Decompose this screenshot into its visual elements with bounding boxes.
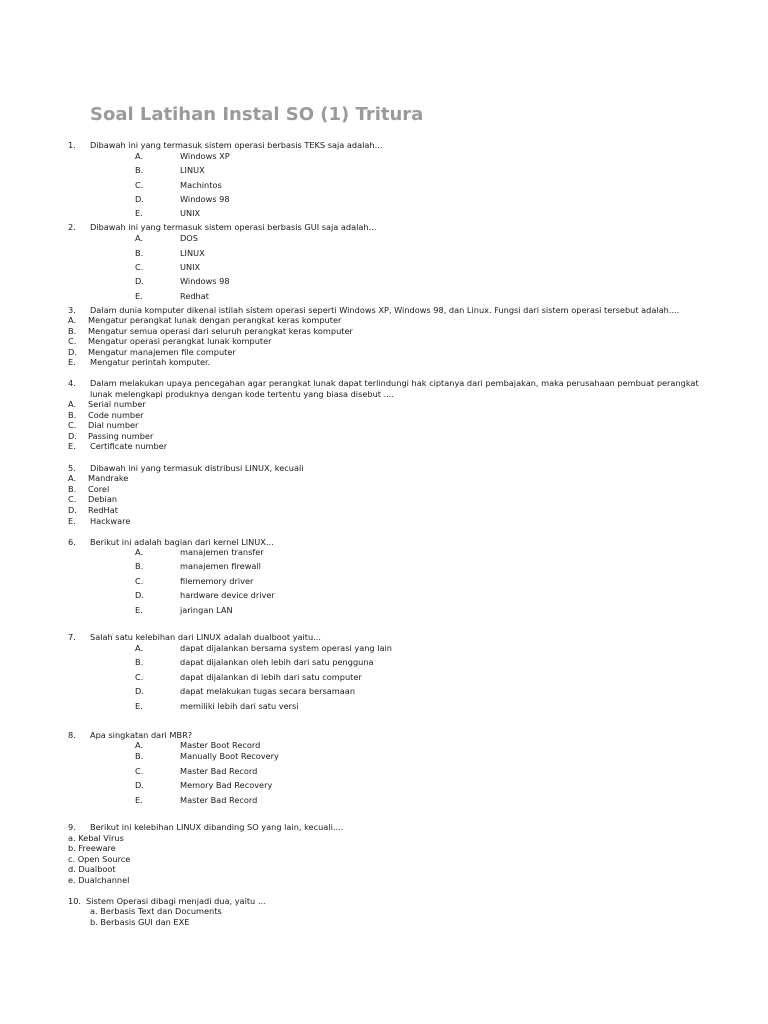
option-letter: A. (135, 151, 144, 161)
option-letter: B. (135, 248, 144, 258)
option-text: Master Boot Record (180, 740, 261, 750)
option-letter: B. (135, 751, 144, 761)
option-letter: E. (68, 357, 76, 367)
question-text: Sistem Operasi dibagi menjadi dua, yaitu ... (86, 896, 266, 906)
option-text: dapat dijalankan oleh lebih dari satu pengguna (180, 657, 374, 667)
option-letter: A. (135, 740, 144, 750)
question-text-continued: lunak melengkapi produknya dengan kode tertentu yang biasa disebut .... (90, 389, 394, 399)
option-letter: D. (135, 686, 144, 696)
option-letter: A. (68, 399, 77, 409)
option-letter: D. (135, 194, 144, 204)
option-letter: E. (68, 516, 76, 526)
option-text: RedHat (88, 505, 118, 515)
option-text: dapat melakukan tugas secara bersamaan (180, 686, 356, 696)
question-text: Dibawah ini yang termasuk sistem operasi berbasis TEKS saja adalah... (90, 140, 383, 150)
option-letter: B. (135, 165, 144, 175)
question-number: 4. (68, 378, 76, 388)
question-number: 10. (68, 896, 82, 906)
option-letter: A. (68, 473, 77, 483)
option-letter: A. (135, 643, 144, 653)
option-text: DOS (180, 233, 198, 243)
question-number: 7. (68, 632, 76, 642)
option-letter: E. (135, 701, 143, 711)
option-letter: D. (135, 780, 144, 790)
option-letter: E. (135, 795, 143, 805)
option-text: Code number (88, 410, 144, 420)
option-letter: E. (135, 605, 143, 615)
option-text: Mengatur operasi perangkat lunak komputer (88, 336, 272, 346)
question-text: Berikut ini kelebihan LINUX dibanding SO yang lain, kecuali.... (90, 822, 344, 832)
option-letter: C. (68, 420, 77, 430)
option-text: Mengatur manajemen file computer (88, 347, 236, 357)
question-text: Salah satu kelebihan dari LINUX adalah dualboot yaitu... (90, 632, 321, 642)
question-text: Apa singkatan dari MBR? (90, 730, 193, 740)
option-text: LINUX (180, 165, 205, 175)
question-number: 3. (68, 305, 76, 315)
question-number: 8. (68, 730, 76, 740)
question-text: Berikut ini adalah bagian dari kernel LINUX... (90, 537, 274, 547)
option-text: Memory Bad Recovery (180, 780, 273, 790)
question-number: 6. (68, 537, 76, 547)
option-text: jaringan LAN (180, 605, 233, 615)
option-text: dapat dijalankan bersama system operasi yang lain (180, 643, 392, 653)
option-letter: B. (68, 484, 77, 494)
option-text: Debian (88, 494, 118, 504)
option-letter: C. (68, 494, 77, 504)
option-text: a. Berbasis Text dan Documents (90, 906, 222, 916)
option-text: Redhat (180, 291, 209, 301)
option-text: e. Dualchannel (68, 875, 130, 885)
option-letter: D. (68, 347, 77, 357)
option-letter: B. (68, 326, 77, 336)
question-text: Dibawah ini yang termasuk distribusi LINUX, kecuali (90, 463, 304, 473)
option-letter: D. (68, 505, 77, 515)
option-text: a. Kebal Virus (68, 833, 124, 843)
question-number: 2. (68, 222, 76, 232)
option-letter: E. (135, 291, 143, 301)
option-text: Manually Boot Recovery (180, 751, 279, 761)
option-text: Certificate number (90, 441, 168, 451)
option-text: Corel (88, 484, 110, 494)
option-text: filememory driver (180, 576, 254, 586)
option-text: Master Bad Record (180, 766, 258, 776)
option-text: b. Berbasis GUI dan EXE (90, 917, 190, 927)
option-letter: C. (68, 336, 77, 346)
option-text: Mandrake (88, 473, 129, 483)
option-letter: B. (135, 657, 144, 667)
option-text: c. Open Source (68, 854, 131, 864)
option-letter: A. (135, 547, 144, 557)
question-number: 1. (68, 140, 76, 150)
option-text: memiliki lebih dari satu versi (180, 701, 299, 711)
option-text: dapat dijalankan di lebih dari satu computer (180, 672, 362, 682)
option-text: Windows 98 (180, 194, 230, 204)
option-text: Windows 98 (180, 276, 230, 286)
option-text: Dial number (88, 420, 139, 430)
option-letter: E. (135, 208, 143, 218)
question-text: Dalam dunia komputer dikenal istilah sistem operasi seperti Windows XP, Windows 98, dan Linux. Fungsi dari sistem operasi tersebut adalah.... (90, 305, 680, 315)
question-number: 5. (68, 463, 76, 473)
option-text: UNIX (180, 208, 201, 218)
option-text: Master Bad Record (180, 795, 258, 805)
option-text: manajemen transfer (180, 547, 264, 557)
option-text: Passing number (88, 431, 154, 441)
question-text: Dalam melakukan upaya pencegahan agar perangkat lunak dapat terlindungi hak ciptanya dari pembajakan, maka perusahaan pembuat perangkat (90, 378, 699, 388)
option-text: manajemen firewall (180, 561, 261, 571)
option-text: Mengatur perintah komputer. (90, 357, 211, 367)
option-text: Machintos (180, 180, 222, 190)
option-text: Serial number (88, 399, 146, 409)
option-text: Windows XP (180, 151, 230, 161)
page-title: Soal Latihan Instal SO (1) Tritura (90, 104, 424, 125)
option-letter: D. (68, 431, 77, 441)
option-text: Mengatur perangkat lunak dengan perangkat keras komputer (88, 315, 342, 325)
option-letter: E. (68, 441, 76, 451)
option-text: UNIX (180, 262, 201, 272)
question-text: Dibawah ini yang termasuk sistem operasi berbasis GUI saja adalah... (90, 222, 377, 232)
option-text: b. Freeware (68, 843, 116, 853)
option-letter: C. (135, 672, 144, 682)
option-letter: A. (135, 233, 144, 243)
option-text: hardware device driver (180, 590, 275, 600)
option-letter: B. (68, 410, 77, 420)
option-letter: C. (135, 180, 144, 190)
question-number: 9. (68, 822, 76, 832)
option-letter: D. (135, 590, 144, 600)
option-letter: C. (135, 576, 144, 586)
option-letter: D. (135, 276, 144, 286)
option-text: Mengatur semua operasi dari seluruh perangkat keras komputer (88, 326, 353, 336)
option-letter: C. (135, 262, 144, 272)
option-text: d. Dualboot (68, 864, 116, 874)
option-letter: A. (68, 315, 77, 325)
option-text: Hackware (90, 516, 131, 526)
option-letter: C. (135, 766, 144, 776)
option-letter: B. (135, 561, 144, 571)
option-text: LINUX (180, 248, 205, 258)
